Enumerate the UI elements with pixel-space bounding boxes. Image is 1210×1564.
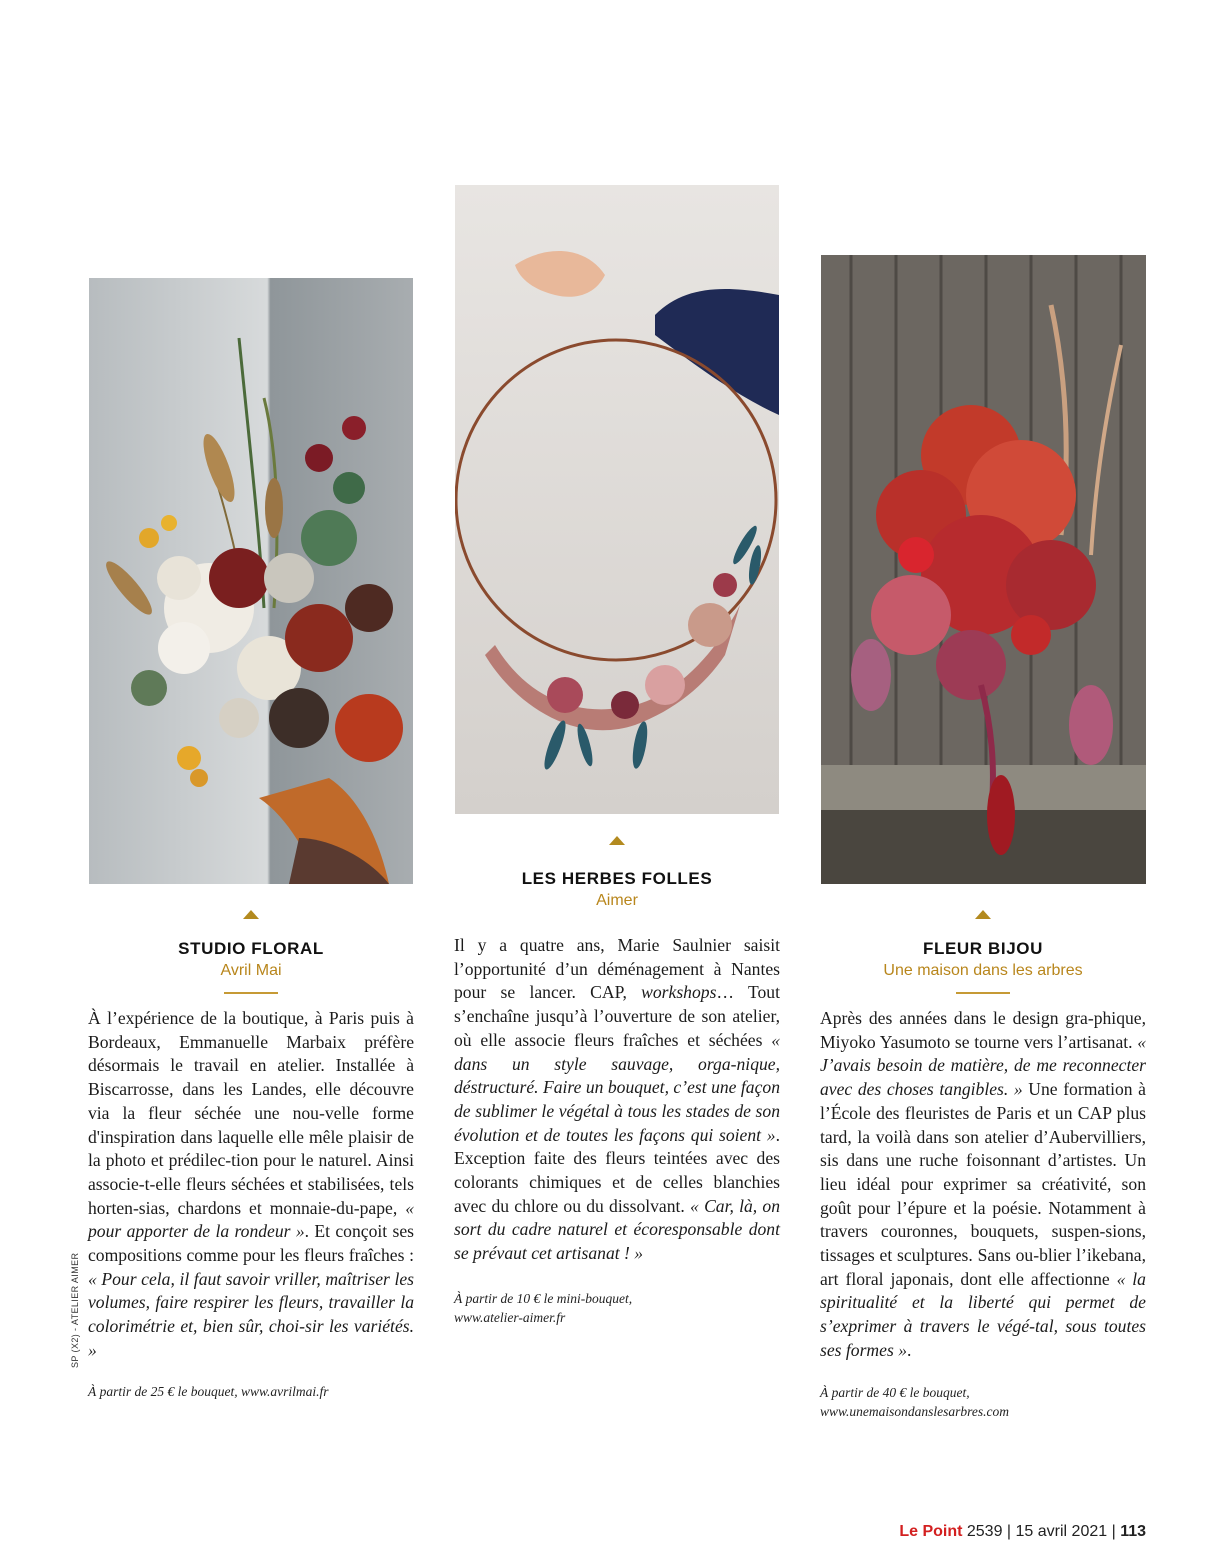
wreath-illustration	[455, 185, 779, 814]
gold-triangle-marker	[609, 836, 625, 845]
article-body-fleur-bijou	[820, 1007, 1146, 1363]
section-subtitle-une-maison: Une maison dans les arbres	[883, 962, 1083, 979]
price-info-les-herbes-folles	[454, 1289, 632, 1327]
red-bouquet-illustration	[821, 255, 1146, 884]
body-text-segment: . Exception faite des fleurs teintées avec des colorants chimiques et de celles blanchies avec du chlore ou du dissolvant.	[454, 1124, 780, 1216]
price-line: À partir de 10 € le mini-bouquet,	[454, 1291, 633, 1306]
photo-les-herbes-folles-wreath	[455, 185, 779, 814]
gold-triangle-marker	[975, 910, 991, 919]
body-text-segment: .	[907, 1339, 912, 1360]
photo-fleur-bijou-bouquet	[821, 255, 1146, 884]
photo-credit: SP (X2) - ATELIER AIMER	[70, 1252, 80, 1368]
body-text-segment: … Tout s’enchaîne jusqu’à l’ouverture de son atelier, où elle associe fleurs fraîches et séchées	[454, 982, 780, 1050]
body-text-segment: Il y a quatre ans, Marie Saulnier saisit l’opportunité d’un déménagement à Nantes pour se lancer. CAP,	[454, 935, 780, 1003]
body-quote-segment: « dans un style sauvage, orga-nique, déstructuré. Faire un bouquet, c’est une façon de sublimer le végétal à tous les stades de son évolution et de toutes les façons qui soient »	[454, 1029, 780, 1145]
bouquet-illustration	[89, 278, 413, 884]
section-title-les-herbes-folles: LES HERBES FOLLES	[521, 869, 713, 888]
price-info-fleur-bijou	[820, 1383, 1009, 1421]
gold-divider-rule	[956, 992, 1010, 994]
body-text-segment: . Et conçoit ses compositions comme pour les fleurs fraîches :	[88, 1221, 414, 1266]
website-line: www.atelier-aimer.fr	[454, 1310, 566, 1325]
gold-divider-rule	[224, 992, 278, 994]
body-text-segment: À l’expérience de la boutique, à Paris puis à Bordeaux, Emmanuelle Marbaix préfère désormais le travail en atelier. Installée à Biscarrosse, dans les Landes, elle découvre via la fleur séchée une nou-velle forme d'inspiration dans laquelle elle mêle plaisir de la photo et prédilec-tion pour le naturel. Ainsi associe-t-elle fleurs séchées et stabilisées, tels horten-sias, chardons et monnaie-du-pape,	[88, 1008, 414, 1218]
gold-triangle-marker	[243, 910, 259, 919]
article-body-les-herbes-folles	[454, 934, 780, 1266]
body-text-segment: Une formation à l’École des fleuristes de Paris et un CAP plus tard, la voilà dans son atelier d’Aubervilliers, sis dans une ruche foisonnant d’artistes. Un lieu idéal pour exprimer sa créativité, son goût pour l’épure et la poésie. Notamment à travers couronnes, bouquets, suspen-sions, tissages et sculptures. Sans ou-blier l’ikebana, art floral japonais, dont elle affectionne	[820, 1079, 1146, 1289]
price-info-studio-floral: À partir de 25 € le bouquet, www.avrilmai.fr	[88, 1384, 329, 1399]
body-quote-segment: « pour apporter de la rondeur »	[88, 1197, 414, 1242]
section-title-fleur-bijou: FLEUR BIJOU	[923, 939, 1043, 958]
body-quote-segment: « la spiritualité et la liberté qui permet de s’exprimer à travers le végé-tal, sous toutes ses formes »	[820, 1268, 1146, 1360]
magazine-brand: Le Point	[899, 1523, 963, 1540]
price-line: À partir de 40 € le bouquet,	[820, 1385, 970, 1400]
section-title-studio-floral: STUDIO FLORAL	[178, 939, 324, 958]
website-line: www.unemaisondanslesarbres.com	[820, 1404, 1009, 1419]
photo-studio-floral-bouquet	[89, 278, 413, 884]
issue-info: 2539 | 15 avril 2021 |	[962, 1523, 1121, 1540]
body-quote-segment: « Pour cela, il faut savoir vriller, maîtriser les volumes, faire respirer les fleurs, travailler la colorimétrie et, bien sûr, choi-sir les variétés. »	[88, 1268, 414, 1360]
body-quote-segment: « J’avais besoin de matière, de me reconnecter avec des choses tangibles. »	[820, 1031, 1146, 1100]
body-quote-segment: « Car, là, on sort du cadre naturel et écoresponsable dont se prévaut cet artisanat ! »	[454, 1195, 781, 1264]
body-text-segment: Après des années dans le design gra-phique, Miyoko Yasumoto se tourne vers l’artisanat.	[820, 1008, 1146, 1052]
article-body-studio-floral	[88, 1007, 414, 1363]
section-subtitle-aimer: Aimer	[596, 892, 638, 909]
body-italic-segment: workshops	[641, 982, 717, 1003]
page-number: 113	[1120, 1523, 1146, 1540]
page-footer	[899, 1523, 1146, 1541]
section-subtitle-avril-mai: Avril Mai	[220, 962, 282, 979]
